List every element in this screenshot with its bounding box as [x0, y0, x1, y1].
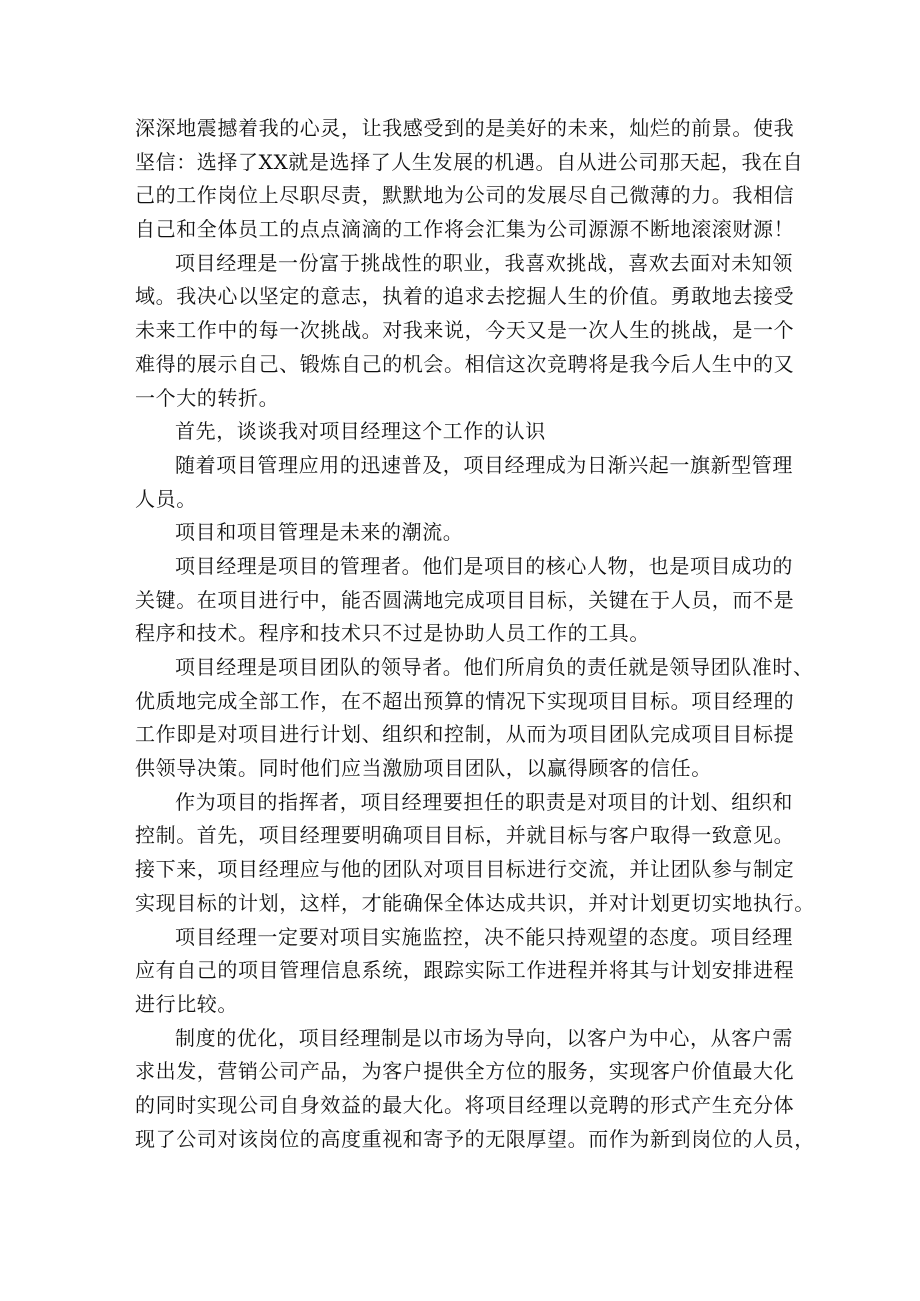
paragraph — [135, 449, 793, 516]
paragraph — [135, 1022, 815, 1157]
text-line: 项目经理是一份富于挑战性的职业，我喜欢挑战，喜欢去面对未知领 — [175, 250, 793, 275]
text-line: 项目经理一定要对项目实施监控，决不能只持观望的态度。项目经理 — [175, 924, 793, 949]
text-line: 优质地完成全部工作，在不超出预算的情况下实现项目目标。项目经理的 — [135, 688, 795, 713]
text-line: 接下来，项目经理应与他的团队对项目目标进行交流，并让团队参与制定 — [135, 857, 795, 882]
text-line: 首先，谈谈我对项目经理这个工作的认识 — [175, 419, 546, 444]
text-line: 深深地震撼着我的心灵，让我感受到的是美好的未来，灿烂的前景。使我 — [135, 116, 795, 140]
text-line: 坚信：选择了XX就是选择了人生发展的机遇。自从进公司那天起，我在自 — [135, 149, 804, 174]
document-body — [135, 112, 815, 1156]
text-line: 自己和全体员工的点点滴滴的工作将会汇集为公司源源不断地滚滚财源！ — [135, 217, 795, 242]
text-line: 项目经理是项目团队的领导者。他们所肩负的责任就是领导团队准时、 — [175, 655, 814, 679]
text-line: 工作即是对项目进行计划、组织和控制，从而为项目团队完成项目目标提 — [135, 722, 795, 747]
text-line: 供领导决策。同时他们应当激励项目团队，以赢得顾客的信任。 — [135, 756, 712, 781]
text-line: 域。我决心以坚定的意志，执着的追求去挖掘人生的价值。勇敢地去接受 — [135, 284, 795, 309]
text-line: 未来工作中的每一次挑战。对我来说，今天又是一次人生的挑战，是一个 — [135, 318, 795, 343]
paragraph — [135, 921, 795, 1022]
text-line: 随着项目管理应用的迅速普及，项目经理成为日渐兴起一旗新型管理 — [175, 452, 793, 477]
text-line: 制度的优化，项目经理制是以市场为导向，以客户为中心，从客户需 — [175, 1025, 793, 1050]
text-line: 关键。在项目进行中，能否圆满地完成项目目标，关键在于人员，而不是 — [135, 587, 795, 612]
text-line: 的同时实现公司自身效益的最大化。将项目经理以竞聘的形式产生充分体 — [135, 1092, 795, 1117]
text-line: 程序和技术。程序和技术只不过是协助人员工作的工具。 — [135, 621, 650, 646]
text-line: 进行比较。 — [135, 991, 238, 1016]
text-line: 应有自己的项目管理信息系统，跟踪实际工作进程并将其与计划安排进程 — [135, 958, 795, 983]
paragraph — [135, 247, 795, 415]
text-line: 己的工作岗位上尽职尽责，默默地为公司的发展尽自己微薄的力。我相信 — [135, 183, 795, 208]
text-line: 难得的展示自己、锻炼自己的机会。相信这次竞聘将是我今后人生中的又 — [135, 351, 795, 376]
paragraph — [135, 415, 785, 449]
paragraph — [135, 651, 814, 786]
text-line: 实现目标的计划，这样，才能确保全体达成共识，并对计划更切实地执行。 — [135, 890, 815, 915]
text-line: 求出发，营销公司产品，为客户提供全方位的服务，实现客户价值最大化 — [135, 1059, 795, 1084]
text-line: 控制。首先，项目经理要明确项目目标，并就目标与客户取得一致意见。 — [135, 823, 795, 848]
paragraph — [135, 550, 795, 651]
text-line: 人员。 — [135, 486, 197, 511]
paragraph — [135, 112, 804, 247]
text-line: 项目和项目管理是未来的潮流。 — [175, 520, 464, 545]
text-line: 项目经理是项目的管理者。他们是项目的核心人物，也是项目成功的 — [175, 553, 793, 578]
text-line: 一个大的转折。 — [135, 385, 280, 410]
text-line: 现了公司对该岗位的高度重视和寄予的无限厚望。而作为新到岗位的人员， — [135, 1126, 815, 1151]
paragraph — [135, 786, 815, 921]
text-line: 作为项目的指挥者，项目经理要担任的职责是对项目的计划、组织和 — [175, 789, 793, 814]
paragraph — [135, 516, 785, 550]
